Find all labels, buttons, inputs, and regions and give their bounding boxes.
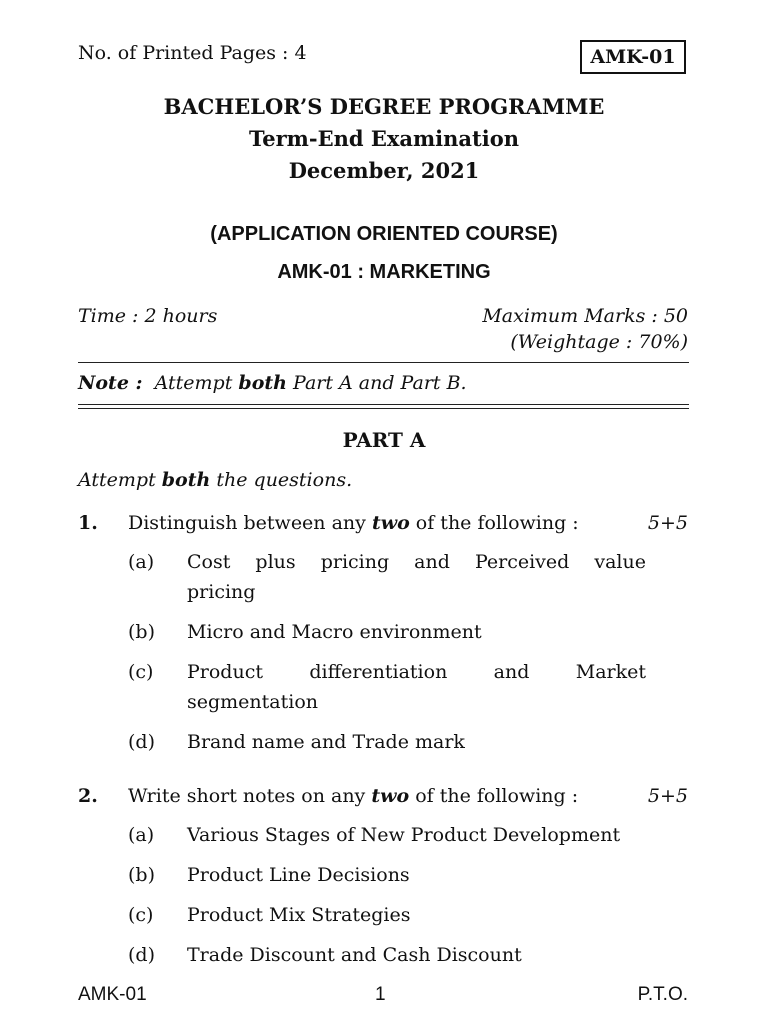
divider-top (78, 362, 689, 363)
question-1-pre: Distinguish between any (128, 512, 366, 534)
divider-double-2 (78, 408, 689, 409)
session-title: December, 2021 (288, 158, 480, 183)
question-2-pre: Write short notes on any (128, 785, 366, 807)
question-1-number: 1. (78, 512, 98, 534)
q1-item-a-line2: pricing (187, 581, 256, 603)
question-2-marks: 5+5 (647, 785, 688, 807)
programme-title: BACHELOR’S DEGREE PROGRAMME (163, 94, 605, 119)
q2-item-a-text: Various Stages of New Product Development (187, 824, 621, 846)
time-allowed: Time : 2 hours (78, 305, 218, 327)
q1-item-c-label: (c) (128, 661, 154, 683)
q1-item-c-text (187, 657, 646, 717)
course-name: AMK-01 : MARKETING (277, 261, 491, 283)
question-1-text (128, 512, 579, 534)
question-2-number: 2. (78, 785, 98, 807)
question-1-post: of the following : (415, 512, 579, 534)
footer-pto: P.T.O. (637, 984, 688, 1005)
q1-item-a-label: (a) (128, 551, 155, 573)
q1-item-c-line1: Product differentiation and Market (187, 661, 646, 683)
q1-item-d-label: (d) (128, 731, 155, 753)
q1-item-b-text: Micro and Macro environment (187, 621, 482, 643)
q2-item-c-label: (c) (128, 904, 154, 926)
q2-item-d-text: Trade Discount and Cash Discount (187, 944, 522, 966)
footer-page-number: 1 (375, 984, 386, 1005)
question-2-text (128, 785, 578, 807)
max-marks: Maximum Marks : 50 (482, 305, 688, 327)
q1-item-d-text: Brand name and Trade mark (187, 731, 465, 753)
footer-code: AMK-01 (78, 984, 147, 1005)
question-2-emph: two (371, 785, 410, 807)
q2-item-a-label: (a) (128, 824, 155, 846)
q1-item-b-label: (b) (128, 621, 155, 643)
q1-item-a-text (187, 547, 646, 607)
part-a-heading: PART A (342, 428, 426, 452)
note-pre: Attempt (154, 372, 233, 394)
divider-double-1 (78, 404, 689, 405)
course-type: (APPLICATION ORIENTED COURSE) (210, 223, 558, 245)
paper-code-box: AMK-01 (580, 40, 686, 74)
q1-item-c-line2: segmentation (187, 691, 319, 713)
q2-item-d-label: (d) (128, 944, 155, 966)
instr-post: the questions. (216, 469, 353, 491)
instr-emph: both (161, 469, 211, 491)
weightage: (Weightage : 70%) (510, 331, 688, 353)
part-a-instruction (78, 469, 352, 491)
question-1-emph: two (371, 512, 410, 534)
q2-item-b-label: (b) (128, 864, 155, 886)
note (78, 372, 467, 394)
question-2-post: of the following : (415, 785, 579, 807)
question-1-marks: 5+5 (647, 512, 688, 534)
instr-pre: Attempt (78, 469, 156, 491)
q2-item-b-text: Product Line Decisions (187, 864, 410, 886)
q2-item-c-text: Product Mix Strategies (187, 904, 411, 926)
exam-title: Term-End Examination (248, 126, 519, 151)
q1-item-a-line1: Cost plus pricing and Perceived value (187, 551, 646, 573)
note-emph: both (238, 372, 287, 394)
note-label: Note : (78, 372, 143, 394)
note-post: Part A and Part B. (293, 372, 467, 394)
printed-pages: No. of Printed Pages : 4 (78, 42, 307, 64)
